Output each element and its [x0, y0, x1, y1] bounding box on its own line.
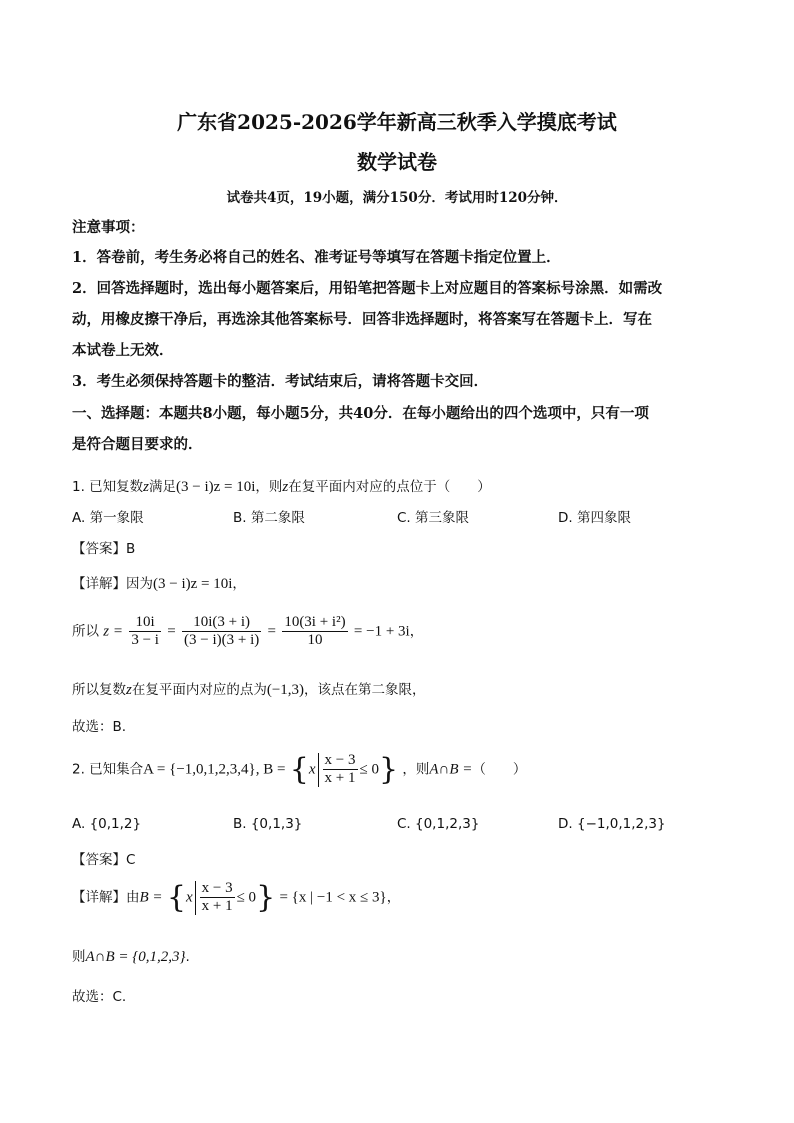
q1-eq-sign: = [167, 623, 176, 640]
q2-then: 则 [72, 949, 86, 965]
section-1-line-2: 是符合题目要求的． [72, 436, 203, 453]
q1-suffix-a: ，则 [255, 479, 283, 495]
q2-detail-fraction [200, 880, 235, 915]
q2-choose: 故选：C. [72, 989, 127, 1005]
q1-fraction-2 [182, 614, 261, 649]
notice-item-2-line-2: 动，用橡皮擦干净后，再选涂其他答案标号．回答非选择题时，将答案写在答题卡上．写在 [72, 311, 652, 328]
q2-then-end: . [185, 949, 190, 965]
q2-detail-left-brace: { [166, 880, 186, 915]
q1-mid: 满足 [149, 479, 177, 495]
q1-detail-end: ， [232, 576, 246, 592]
notice-item-3: 3．考生必须保持答题卡的整洁．考试结束后，请将答题卡交回． [72, 373, 489, 390]
q2-detail-bar [195, 881, 196, 915]
q1-answer: 【答案】B [72, 541, 136, 557]
q1-detail-eq: (3 − i)z = 10i [153, 576, 233, 592]
q1-point: (−1,3) [266, 682, 305, 698]
exam-title: 广东省2025-2026学年新高三秋季入学摸底考试 [177, 110, 617, 134]
q1-var-z: z [143, 479, 150, 495]
q2-f-num: x − 3 [324, 752, 356, 768]
q2-set-var: x [308, 761, 316, 778]
q2-prefix: 2. 已知集合 [72, 761, 144, 778]
q1-suffix-b: 在复平面内对应的点位于（ ） [288, 479, 491, 495]
q2-intersect: A∩B = [429, 761, 473, 778]
question-2 [72, 752, 526, 787]
q1-result-end: ， [409, 623, 424, 640]
section-1-line-1: 一、选择题：本题共8小题，每小题5分，共40分．在每小题给出的四个选项中，只有一项 [72, 405, 649, 422]
q2-suffix: （ ） [472, 761, 527, 778]
q2-detail-eq2: = {x | −1 < x ≤ 3} [279, 889, 387, 906]
q2-le0: ≤ 0 [359, 761, 379, 778]
q1-f2-den: (3 − i)(3 + i) [184, 632, 260, 648]
q1-point-var: z [126, 682, 132, 698]
q1-option-d: D. 第四象限 [558, 510, 631, 526]
q1-so-label: 所以 [72, 623, 99, 640]
q1-point-prefix: 所以复数 [72, 682, 126, 698]
q1-result: = −1 + 3i [353, 623, 410, 640]
q1-fraction-3 [282, 614, 347, 649]
q2-detail-le0: ≤ 0 [236, 889, 257, 906]
q1-f1-num: 10i [129, 614, 161, 632]
q2-option-d: D. {−1,0,1,2,3} [558, 816, 666, 832]
q1-z-eq: z = [103, 623, 124, 640]
q1-f3-den: 10 [307, 632, 323, 648]
notice-heading: 注意事项： [72, 219, 145, 236]
q1-f2-num: 10i(3 + i) [182, 614, 261, 632]
q2-fraction [323, 752, 358, 787]
q1-point-line [72, 681, 426, 699]
q2-set-a: A = {−1,0,1,2,3,4}, B = [143, 761, 286, 778]
q2-option-a: A. {0,1,2} [72, 816, 142, 832]
q2-option-b: B. {0,1,3} [233, 816, 303, 832]
notice-item-2-line-1: 2．回答选择题时，选出每小题答案后，用铅笔把答题卡上对应题目的答案标号涂黑．如需改 [72, 280, 663, 297]
q2-then-line [72, 948, 190, 966]
q2-bar [318, 753, 319, 787]
q1-option-c: C. 第三象限 [397, 510, 470, 526]
q2-detail-b: B = [139, 889, 163, 906]
q1-detail [72, 575, 246, 593]
q1-point-mid: 在复平面内对应的点为 [131, 682, 267, 698]
q1-prefix: 1. 已知复数 [72, 479, 144, 495]
q2-detail [72, 880, 400, 915]
q1-f1-den: 3 − i [131, 632, 159, 648]
q1-eq-sign-2: = [267, 623, 277, 640]
q2-right-brace: } [378, 752, 399, 787]
q1-f3-num: 10(3i + i²) [284, 614, 346, 630]
q2-detail-var: x [185, 889, 193, 906]
q1-point-suffix: ，该点在第二象限， [304, 682, 426, 698]
q2-detail-right-brace: } [256, 880, 276, 915]
q2-detail-f-den: x + 1 [201, 898, 233, 914]
q1-option-a: A. 第一象限 [72, 510, 144, 526]
q1-option-b: B. 第二象限 [233, 510, 305, 526]
q1-detail-label: 【详解】因为 [72, 576, 153, 592]
q2-detail-f-num: x − 3 [201, 880, 233, 896]
q2-suffix-pre: ，则 [402, 761, 430, 778]
notice-item-2-line-3: 本试卷上无效． [72, 342, 174, 359]
notice-item-1: 1．答卷前，考生务必将自己的姓名、准考证号等填写在答题卡指定位置上． [72, 249, 561, 266]
exam-info: 试卷共4页，19小题，满分150分．考试用时120分钟． [226, 190, 568, 206]
q2-f-den: x + 1 [324, 770, 356, 786]
q2-detail-label: 【详解】由 [72, 889, 140, 906]
q1-solution-line [72, 614, 423, 649]
q1-equation: (3 − i)z = 10i [176, 479, 256, 495]
q2-option-c: C. {0,1,2,3} [397, 816, 480, 832]
q2-detail-end: ， [386, 889, 401, 906]
q1-var-z-2: z [282, 479, 289, 495]
q2-answer: 【答案】C [72, 852, 136, 868]
q2-left-brace: { [289, 752, 309, 787]
question-1 [72, 478, 491, 496]
q1-fraction-1 [129, 614, 161, 649]
q2-then-eq: A∩B = {0,1,2,3} [85, 949, 186, 965]
q1-choose: 故选：B. [72, 719, 127, 735]
exam-subject: 数学试卷 [357, 150, 437, 174]
